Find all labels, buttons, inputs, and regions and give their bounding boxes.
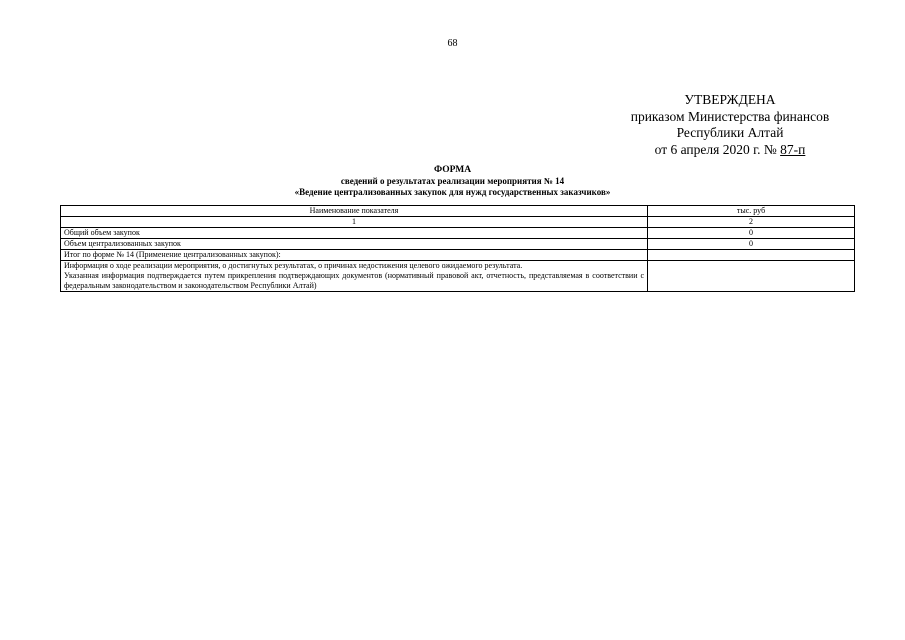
table-numbering-row <box>61 217 855 228</box>
approval-stamp <box>570 92 890 158</box>
numbering-col2: 2 <box>648 217 855 228</box>
info-cell <box>61 261 648 292</box>
row-label: Итог по форме № 14 (Применение централизованных закупок): <box>61 250 648 261</box>
form-name: «Ведение централизованных закупок для нужд государственных заказчиков» <box>294 187 611 197</box>
approval-date <box>570 142 890 159</box>
approval-order-number: 87-п <box>780 141 806 157</box>
header-indicator: Наименование показателя <box>61 206 648 217</box>
row-label: Общий объем закупок <box>61 228 648 239</box>
row-label: Объем централизованных закупок <box>61 239 648 250</box>
info-value <box>648 261 855 292</box>
approval-date-prefix: от 6 апреля 2020 г. № <box>654 141 777 157</box>
table-row <box>61 239 855 250</box>
table-info-row <box>61 261 855 292</box>
info-progress-text: Информация о ходе реализации мероприятия, о достигнутых результатах, о причинах недостижения целевого ожидаемого результата. <box>64 261 523 270</box>
results-table <box>60 205 855 292</box>
approval-issuer: приказом Министерства финансов <box>630 108 830 124</box>
form-subtitle: сведений о результатах реализации мероприятия № 14 <box>340 176 565 186</box>
table-header-row <box>61 206 855 217</box>
header-unit: тыс. руб <box>648 206 855 217</box>
table-row <box>61 250 855 261</box>
row-value: 0 <box>648 239 855 250</box>
row-value: 0 <box>648 228 855 239</box>
numbering-col1: 1 <box>61 217 648 228</box>
page-number: 68 <box>447 38 458 49</box>
approval-title: УТВЕРЖДЕНА <box>684 92 776 107</box>
table-row <box>61 228 855 239</box>
form-title: ФОРМА <box>433 165 472 175</box>
info-confirmation-text: Указанная информация подтверждается путем прикрепления подтверждающих документов (нормативный правовой акт, отчетность, представляемая в соответствии с федеральным законодательством и законодательством Республики Алтай) <box>64 271 644 290</box>
row-value <box>648 250 855 261</box>
approval-region: Республики Алтай <box>676 125 784 140</box>
form-heading <box>0 165 905 198</box>
